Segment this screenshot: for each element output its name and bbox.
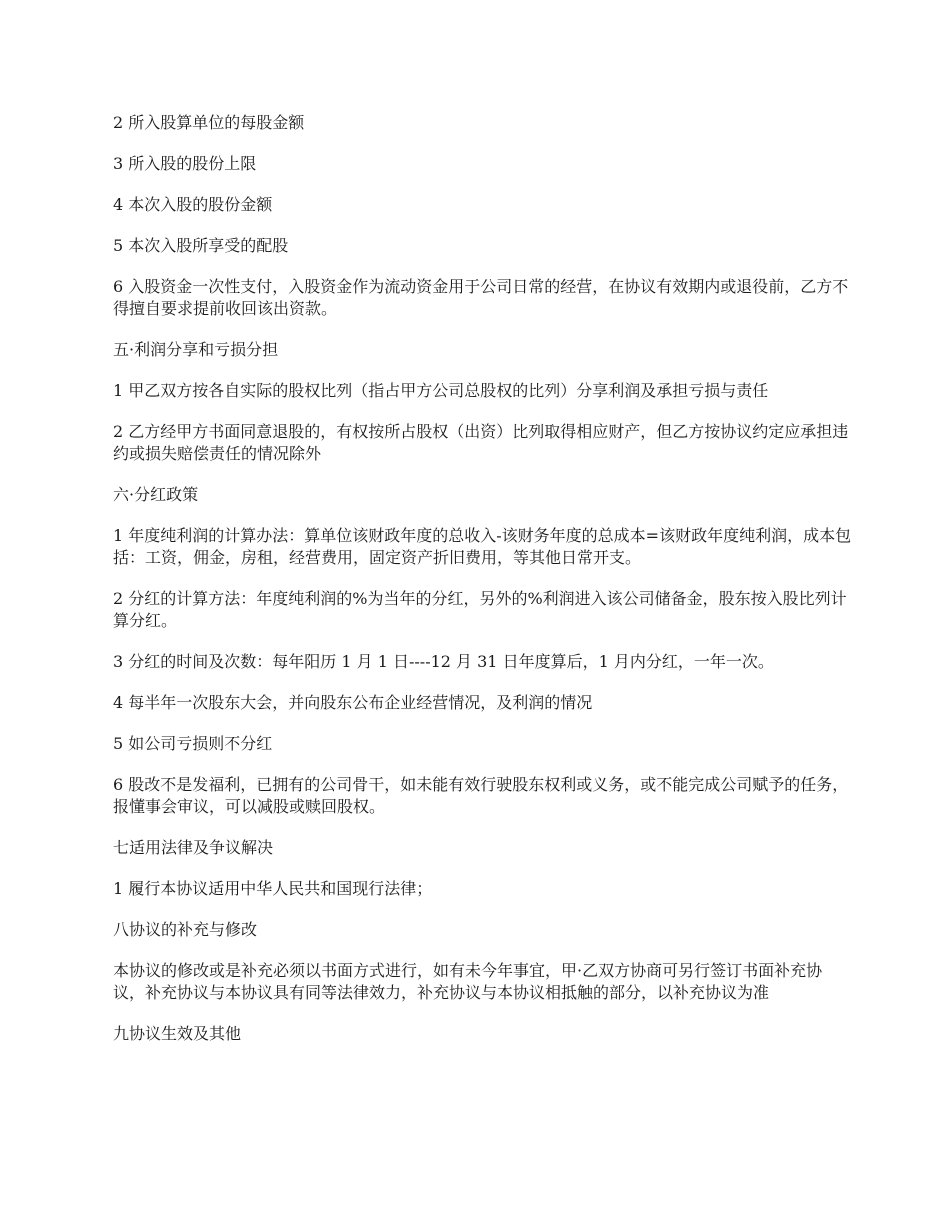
paragraph-governing-law: 1 履行本协议适用中华人民共和国现行法律；: [113, 879, 433, 898]
section-heading-dividend-policy: 六·分红政策: [113, 485, 199, 504]
paragraph-shareholder-meeting: 4 每半年一次股东大会，并向股东公布企业经营情况，及利润的情况: [113, 693, 593, 712]
paragraph-profit-sharing: 1 甲乙双方按各自实际的股权比列（指占甲方公司总股权的比列）分享利润及承担亏损与责任: [113, 381, 769, 400]
section-heading-profit-loss: 五·利润分享和亏损分担: [113, 340, 279, 359]
paragraph-withdrawal: 2 乙方经甲方书面同意退股的，有权按所占股权（出资）比列取得相应财产，但乙方按协议约定应承担违约或损失赔偿责任的情况除外: [113, 422, 849, 463]
paragraph-amendment-terms: 本协议的修改或是补充必须以书面方式进行，如有未今年事宜，甲·乙双方协商可另行签订书面补充协议，补充协议与本协议具有同等法律效力，补充协议与本协议相抵触的部分，以补充协议为准: [113, 961, 823, 1002]
paragraph-share-limit: 3 所入股的股份上限: [113, 154, 257, 173]
section-heading-amendment: 八协议的补充与修改: [113, 920, 258, 939]
paragraph-share-amount: 4 本次入股的股份金额: [113, 195, 273, 214]
paragraph-dividend-calc: 2 分红的计算方法：年度纯利润的%为当年的分红，另外的%利润进入该公司储备金，股东按入股比列计算分红。: [113, 589, 847, 630]
section-heading-applicable-law: 七适用法律及争议解决: [113, 838, 274, 857]
paragraph-share-reform: 6 股改不是发福利，已拥有的公司骨干，如未能有效行驶股东权利或义务，或不能完成公司赋予的任务，报懂事会审议，可以减股或赎回股权。: [113, 775, 849, 816]
paragraph-net-profit-calc: 1 年度纯利润的计算办法：算单位该财政年度的总收入-该财务年度的总成本=该财政年度纯利润，成本包括：工资，佣金，房租，经营费用，固定资产折旧费用，等其他日常开支。: [113, 526, 852, 567]
paragraph-share-unit-amount: 2 所入股算单位的每股金额: [113, 113, 305, 132]
paragraph-no-dividend-on-loss: 5 如公司亏损则不分红: [113, 734, 273, 753]
document-body: [113, 112, 853, 1064]
paragraph-bonus-shares: 5 本次入股所享受的配股: [113, 236, 289, 255]
paragraph-dividend-timing: 3 分红的时间及次数：每年阳历 1 月 1 日----12 月 31 日年度算后，1 月内分红，一年一次。: [113, 652, 774, 671]
section-heading-effectiveness: 九协议生效及其他: [113, 1024, 242, 1043]
paragraph-payment-terms: 6 入股资金一次性支付，入股资金作为流动资金用于公司日常的经营，在协议有效期内或退役前，乙方不得擅自要求提前收回该出资款。: [113, 277, 849, 318]
